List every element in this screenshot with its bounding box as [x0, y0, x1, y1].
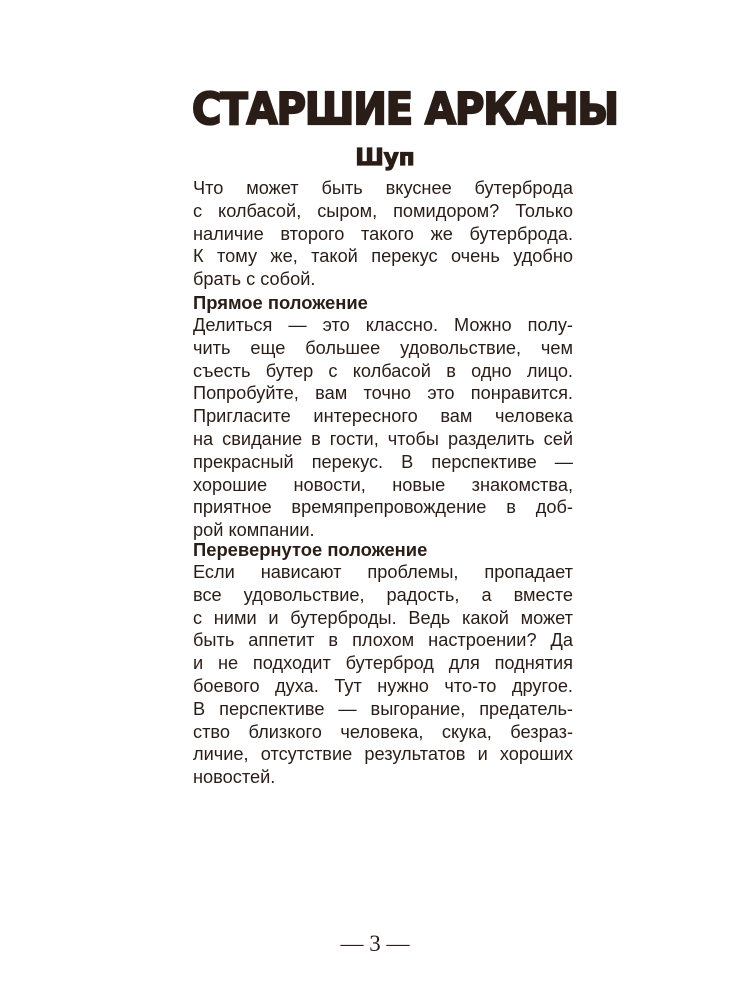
- reversed-line: личие, отсутствие результатов и хороших: [193, 744, 573, 765]
- intro-line: брать с собой.: [193, 269, 316, 290]
- reversed-line: боевого духа. Тут нужно что-то другое.: [193, 675, 573, 696]
- upright-line: прекрасный перекус. В перспективе —: [193, 451, 573, 472]
- card-name-logo: Шуп: [355, 145, 415, 171]
- upright-line: Попробуйте, вам точно это понравится.: [193, 383, 573, 404]
- page-number: — 3 —: [340, 931, 410, 956]
- upright-line: чить еще большее удовольствие, чем: [193, 337, 573, 358]
- reversed-line: быть аппетит в плохом настроении? Да: [193, 630, 573, 651]
- upright-line: приятное времяпрепровождение в доб-: [193, 497, 573, 518]
- upright-line: Пригласите интересного вам человека: [193, 406, 573, 427]
- intro-line: наличие второго такого же бутерброда.: [193, 223, 573, 244]
- intro-line: К тому же, такой перекус очень удобно: [193, 246, 573, 267]
- reversed-line: и не подходит бутерброд для поднятия: [193, 653, 573, 674]
- upright-line: хорошие новости, новые знакомства,: [193, 474, 573, 495]
- reversed-line: Если нависают проблемы, пропадает: [193, 562, 573, 582]
- reversed-line: с ними и бутерброды. Ведь какой может: [193, 607, 573, 628]
- upright-line: на свидание в гости, чтобы разделить сей: [193, 428, 573, 449]
- intro-line: Что может быть вкуснее бутерброда: [193, 178, 573, 198]
- reversed-line: ство близкого человека, скука, безраз-: [193, 721, 573, 742]
- reversed-line: новостей.: [193, 767, 276, 788]
- intro-line: с колбасой, сыром, помидором? Только: [193, 200, 573, 221]
- reversed-line: все удовольствие, радость, а вместе: [193, 584, 573, 605]
- upright-line: съесть бутер с колбасой в одно лицо.: [193, 360, 573, 381]
- reversed-paragraph: [193, 561, 573, 789]
- upright-paragraph: [193, 314, 573, 542]
- upright-line: Делиться — это классно. Можно полу-: [193, 315, 573, 335]
- upright-heading: Прямое положение: [193, 292, 368, 313]
- intro-paragraph: [193, 177, 573, 291]
- page-title: СТАРШИЕ АРКАНЫ: [192, 85, 618, 135]
- reversed-line: В перспективе — выгорание, предатель-: [193, 698, 573, 719]
- reversed-heading: Перевернутое положение: [193, 539, 428, 560]
- upright-line: рой компании.: [193, 520, 315, 541]
